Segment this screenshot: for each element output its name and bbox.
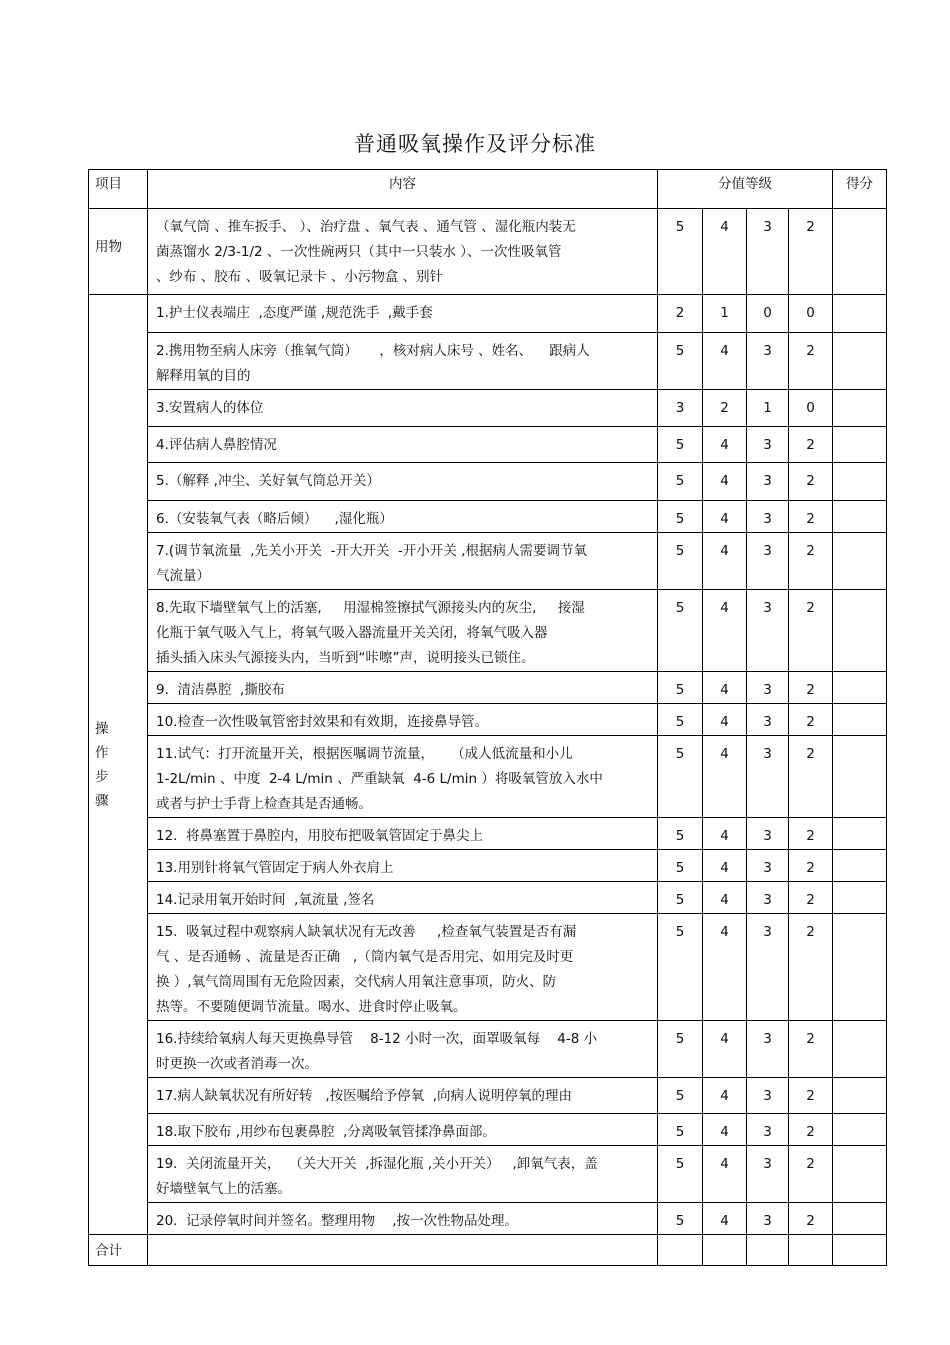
grade-cell: 3	[747, 1021, 789, 1078]
step-row	[89, 882, 887, 914]
grade-cell: 0	[747, 295, 789, 333]
grade-cell: 5	[658, 1114, 703, 1146]
grade-cell: 3	[747, 427, 789, 463]
grade-cell: 5	[658, 882, 703, 914]
grade-cell: 0	[789, 390, 833, 427]
grade-cell: 5	[658, 914, 703, 1021]
grade-cell: 3	[747, 333, 789, 390]
step-content	[148, 1203, 658, 1235]
step-row	[89, 295, 887, 333]
score-cell	[833, 704, 887, 736]
step-line: 7.(调节氧流量 ,先关小开关 -开大开关 -开小开关 ,根据病人需要调节氧	[156, 543, 588, 559]
score-cell	[833, 501, 887, 533]
grade-cell: 3	[747, 882, 789, 914]
step-line: 气 、是否通畅 、流量是否正确 ,（筒内氧气是否用完、如用完及时更	[156, 949, 574, 965]
grade-cell: 3	[747, 463, 789, 501]
step-line: 气流量）	[156, 568, 210, 584]
grade-cell: 4	[703, 590, 747, 672]
grade-cell: 2	[789, 333, 833, 390]
grade-cell: 3	[747, 704, 789, 736]
step-line: 14.记录用氧开始时间 ,氧流量 ,签名	[156, 892, 375, 908]
score-cell	[833, 590, 887, 672]
grade-cell: 5	[658, 533, 703, 590]
grade-cell: 4	[703, 1203, 747, 1235]
total-empty-cell	[789, 1235, 833, 1266]
grade-cell: 3	[747, 533, 789, 590]
grade-cell: 2	[789, 427, 833, 463]
steps-label	[89, 295, 148, 1235]
grade-cell: 4	[703, 1114, 747, 1146]
grade-cell: 4	[703, 704, 747, 736]
grade-cell: 5	[658, 1078, 703, 1114]
step-row	[89, 818, 887, 850]
grade-cell: 3	[747, 914, 789, 1021]
grade-cell: 2	[789, 533, 833, 590]
total-score-cell	[833, 1235, 887, 1266]
grade-cell: 2	[789, 209, 833, 295]
step-line: 热等。不要随便调节流量。喝水、进食时停止吸氧。	[156, 999, 467, 1015]
grade-cell: 4	[703, 736, 747, 818]
step-line: 时更换一次或者消毒一次。	[156, 1056, 318, 1072]
step-line: 1.护士仪表端庄 ,态度严谨 ,规范洗手 ,戴手套	[156, 305, 433, 321]
step-line: 10.检查一次性吸氧管密封效果和有效期，连接鼻导管。	[156, 714, 488, 730]
grade-cell: 1	[747, 390, 789, 427]
total-row	[89, 1235, 887, 1266]
materials-content	[148, 209, 658, 295]
header-item: 项目	[89, 170, 148, 209]
step-content	[148, 427, 658, 463]
step-content	[148, 501, 658, 533]
score-cell	[833, 1114, 887, 1146]
step-row	[89, 914, 887, 1021]
grade-cell: 3	[747, 1114, 789, 1146]
step-content	[148, 672, 658, 704]
grade-cell: 5	[658, 590, 703, 672]
step-line: 20. 记录停氧时间并签名。整理用物 ,按一次性物品处理。	[156, 1213, 519, 1229]
header-content: 内容	[148, 170, 658, 209]
step-row	[89, 704, 887, 736]
score-cell	[833, 882, 887, 914]
grade-cell: 3	[747, 1078, 789, 1114]
step-row	[89, 333, 887, 390]
score-cell	[833, 427, 887, 463]
grade-cell: 3	[747, 590, 789, 672]
total-empty-cell	[148, 1235, 658, 1266]
score-cell	[833, 390, 887, 427]
step-line: 8.先取下墙壁氧气上的活塞, 用湿棉签擦拭气源接头内的灰尘, 接湿	[156, 600, 585, 616]
step-line: 换 ）,氧气筒周围有无危险因素，交代病人用氧注意事项，防火、防	[156, 974, 557, 990]
grade-cell: 1	[703, 295, 747, 333]
step-row	[89, 850, 887, 882]
grade-cell: 2	[789, 1078, 833, 1114]
grade-cell: 5	[658, 850, 703, 882]
step-content	[148, 882, 658, 914]
grade-cell: 4	[703, 333, 747, 390]
grade-cell: 5	[658, 209, 703, 295]
header-row	[89, 170, 887, 209]
materials-line: 、纱布 、胶布 、吸氧记录卡 、小污物盒 、别针	[156, 269, 444, 285]
grade-cell: 3	[747, 1146, 789, 1203]
step-line: 12. 将鼻塞置于鼻腔内，用胶布把吸氧管固定于鼻尖上	[156, 828, 484, 844]
score-cell	[833, 1078, 887, 1114]
grade-cell: 3	[658, 390, 703, 427]
step-content	[148, 1146, 658, 1203]
step-content	[148, 914, 658, 1021]
header-score: 得分	[833, 170, 887, 209]
grade-cell: 4	[703, 209, 747, 295]
grade-cell: 3	[747, 850, 789, 882]
grade-cell: 5	[658, 1021, 703, 1078]
materials-row	[89, 209, 887, 295]
step-line: 或者与护士手背上检查其是否通畅。	[156, 796, 372, 812]
step-line: 2.携用物至病人床旁（推氧气筒） ，核对病人床号 、姓名、 跟病人	[156, 343, 590, 359]
step-content	[148, 1021, 658, 1078]
materials-line: 菌蒸馏水 2/3-1/2 、一次性碗两只（其中一只装水 ）、一次性吸氧管	[156, 244, 562, 260]
score-cell	[833, 333, 887, 390]
step-line: 13.用别针将氧气管固定于病人外衣肩上	[156, 860, 394, 876]
grade-cell: 3	[747, 672, 789, 704]
grade-cell: 5	[658, 463, 703, 501]
step-line: 3.安置病人的体位	[156, 400, 264, 416]
step-row	[89, 736, 887, 818]
grade-cell: 2	[789, 704, 833, 736]
step-row	[89, 533, 887, 590]
step-content	[148, 533, 658, 590]
step-content	[148, 1078, 658, 1114]
step-content	[148, 818, 658, 850]
page-title: 普通吸氧操作及评分标准	[354, 132, 596, 156]
step-row	[89, 1021, 887, 1078]
step-line: 15. 吸氧过程中观察病人缺氧状况有无改善 ,检查氧气装置是否有漏	[156, 924, 577, 940]
grade-cell: 5	[658, 501, 703, 533]
header-grade: 分值等级	[658, 170, 833, 209]
step-line: 4.评估病人鼻腔情况	[156, 437, 277, 453]
score-cell	[833, 209, 887, 295]
grade-cell: 3	[747, 209, 789, 295]
grade-cell: 4	[703, 1078, 747, 1114]
grade-cell: 2	[789, 1114, 833, 1146]
step-row	[89, 501, 887, 533]
grade-cell: 2	[789, 850, 833, 882]
grade-cell: 4	[703, 463, 747, 501]
grade-cell: 2	[789, 818, 833, 850]
step-line: 6.（安装氧气表（略后倾） ,湿化瓶）	[156, 511, 393, 527]
grade-cell: 5	[658, 1203, 703, 1235]
total-empty-cell	[703, 1235, 747, 1266]
step-line: 1-2L/min 、中度 2-4 L/min 、严重缺氧 4-6 L/min ）将吸氧管放入水中	[156, 771, 603, 787]
grade-cell: 3	[747, 736, 789, 818]
total-label: 合计	[89, 1235, 148, 1266]
grade-cell: 2	[789, 736, 833, 818]
grade-cell: 2	[789, 1203, 833, 1235]
grade-cell: 2	[789, 463, 833, 501]
steps-label-char: 操	[95, 720, 109, 737]
steps-label-char: 作	[95, 744, 109, 761]
grade-cell: 4	[703, 882, 747, 914]
step-line: 17.病人缺氧状况有所好转 ,按医嘱给予停氧 ,向病人说明停氧的理由	[156, 1088, 573, 1104]
score-cell	[833, 850, 887, 882]
step-line: 5.（解释 ,冲尘、关好氧气筒总开关）	[156, 473, 380, 489]
grade-cell: 5	[658, 427, 703, 463]
score-cell	[833, 1021, 887, 1078]
score-cell	[833, 736, 887, 818]
total-empty-cell	[747, 1235, 789, 1266]
step-line: 插头插入床头气源接头内，当听到“咔嚓”声，说明接头已锁住。	[156, 650, 535, 666]
grade-cell: 5	[658, 672, 703, 704]
grade-cell: 2	[789, 882, 833, 914]
score-cell	[833, 1146, 887, 1203]
score-cell	[833, 463, 887, 501]
step-content	[148, 736, 658, 818]
grade-cell: 4	[703, 850, 747, 882]
score-cell	[833, 818, 887, 850]
step-line: 11.试气：打开流量开关，根据医嘱调节流量， （成人低流量和小儿	[156, 746, 573, 762]
score-cell	[833, 1203, 887, 1235]
grade-cell: 5	[658, 333, 703, 390]
materials-line: （氧气筒 、推车扳手、 ）、治疗盘 、氧气表 、通气管 、湿化瓶内装无	[156, 219, 576, 235]
grade-cell: 4	[703, 501, 747, 533]
grade-cell: 2	[789, 590, 833, 672]
step-row	[89, 672, 887, 704]
grade-cell: 2	[789, 672, 833, 704]
step-row	[89, 1078, 887, 1114]
grade-cell: 2	[658, 295, 703, 333]
score-cell	[833, 914, 887, 1021]
step-line: 18.取下胶布 ,用纱布包裹鼻腔 ,分离吸氧管揉净鼻面部。	[156, 1124, 496, 1140]
step-content	[148, 463, 658, 501]
score-cell	[833, 295, 887, 333]
step-line: 16.持续给氧病人每天更换鼻导管 8-12 小时一次，面罩吸氧每 4-8 小	[156, 1031, 598, 1047]
step-row	[89, 1203, 887, 1235]
step-content	[148, 590, 658, 672]
grade-cell: 3	[747, 818, 789, 850]
score-cell	[833, 672, 887, 704]
grade-cell: 4	[703, 1021, 747, 1078]
grade-cell: 5	[658, 736, 703, 818]
materials-label: 用物	[89, 209, 148, 295]
step-content	[148, 390, 658, 427]
step-row	[89, 427, 887, 463]
step-line: 9. 清洁鼻腔 ,撕胶布	[156, 682, 285, 698]
step-line: 化瓶于氧气吸入气上，将氧气吸入器流量开关关闭，将氧气吸入器	[156, 625, 548, 641]
step-row	[89, 1146, 887, 1203]
grade-cell: 4	[703, 672, 747, 704]
grade-cell: 4	[703, 914, 747, 1021]
grade-cell: 4	[703, 818, 747, 850]
step-content	[148, 850, 658, 882]
scoring-table	[88, 169, 887, 1266]
step-line: 解释用氧的目的	[156, 368, 251, 384]
step-content	[148, 1114, 658, 1146]
grade-cell: 4	[703, 1146, 747, 1203]
steps-label-char: 步	[95, 768, 109, 785]
grade-cell: 0	[789, 295, 833, 333]
grade-cell: 2	[789, 501, 833, 533]
grade-cell: 4	[703, 427, 747, 463]
grade-cell: 5	[658, 704, 703, 736]
grade-cell: 5	[658, 1146, 703, 1203]
step-row	[89, 463, 887, 501]
grade-cell: 2	[789, 914, 833, 1021]
grade-cell: 5	[658, 818, 703, 850]
score-cell	[833, 533, 887, 590]
step-line: 19. 关闭流量开关， （关大开关 ,拆湿化瓶 ,关小开关） ,卸氧气表，盖	[156, 1156, 598, 1172]
grade-cell: 2	[789, 1146, 833, 1203]
step-row	[89, 590, 887, 672]
step-content	[148, 704, 658, 736]
grade-cell: 3	[747, 1203, 789, 1235]
grade-cell: 3	[747, 501, 789, 533]
step-content	[148, 295, 658, 333]
grade-cell: 4	[703, 533, 747, 590]
grade-cell: 2	[703, 390, 747, 427]
step-content	[148, 333, 658, 390]
step-line: 好墙壁氧气上的活塞。	[156, 1181, 291, 1197]
grade-cell: 2	[789, 1021, 833, 1078]
step-row	[89, 390, 887, 427]
total-empty-cell	[658, 1235, 703, 1266]
steps-label-char: 骤	[95, 792, 109, 809]
step-row	[89, 1114, 887, 1146]
